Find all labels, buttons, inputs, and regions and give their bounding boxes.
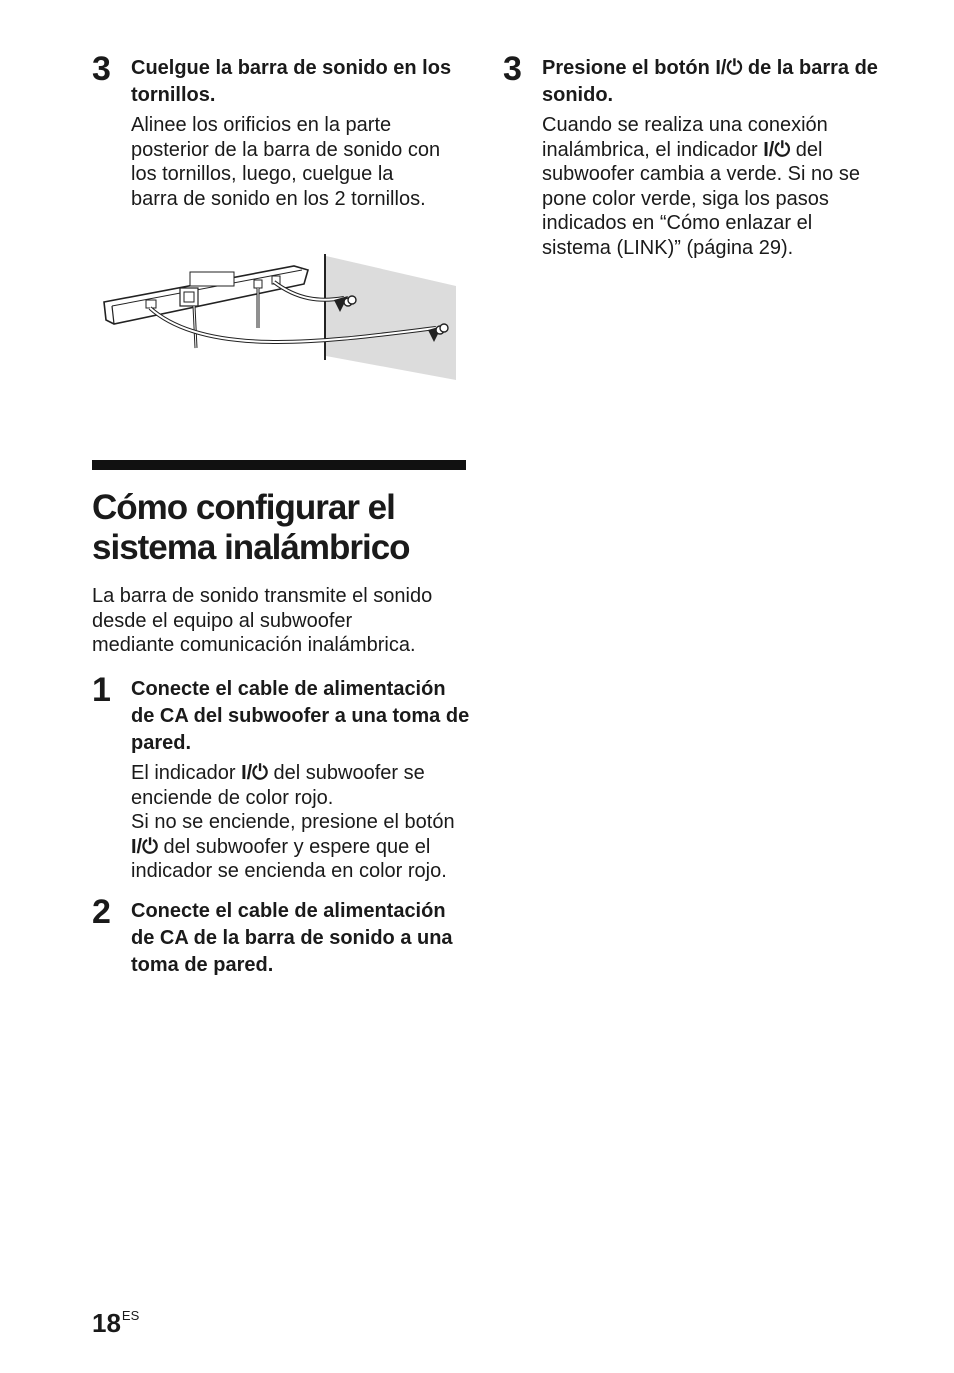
section-rule — [92, 460, 466, 470]
step-title: Presione el botón I/⏻ de la barra de sonido. — [542, 57, 878, 106]
wall — [326, 256, 456, 380]
step-number: 2 — [92, 892, 110, 931]
power-icon: I/⏻ — [763, 138, 791, 161]
step-body: El indicador I/⏻ del subwoofer se enciende de color rojo. Si no se enciende, presione el botón I/⏻ del subwoofer y espere que el indicador se encienda en color rojo. — [131, 762, 455, 882]
right-column — [503, 50, 883, 260]
step-number: 3 — [92, 50, 110, 88]
left-column — [92, 50, 470, 211]
step-hang-soundbar — [92, 50, 470, 211]
section-intro: La barra de sonido transmite el sonido desde el equipo al subwoofer mediante comunicación inalámbrica. — [92, 585, 433, 656]
section-header — [92, 460, 466, 568]
page-number: $18^{ES}$ — [92, 1308, 140, 1338]
step-body: Cuando se realiza una conexión inalámbrica, el indicador I/⏻ del subwoofer cambia a verde. Si no se pone color verde, siga los pasos indicados en “Cómo enlazar el sistema (LINK)” (página 29). — [542, 114, 860, 259]
step-connect-subwoofer — [92, 671, 470, 884]
step-title: Conecte el cable de alimentación de CA de la barra de sonido a una toma de pared. — [131, 899, 453, 976]
section-title: Cómo configurar el sistema inalámbrico — [92, 488, 410, 567]
step-number: 1 — [92, 671, 110, 709]
power-icon: I/⏻ — [131, 835, 158, 858]
setup-steps — [92, 671, 470, 979]
soundbar-wall-mount-illustration — [98, 250, 458, 382]
power-icon: I/⏻ — [241, 762, 268, 784]
step-number: 3 — [503, 50, 521, 88]
step-connect-soundbar — [92, 892, 470, 979]
step-body: Alinee los orificios en la parte posterior de la barra de sonido con los tornillos, luego, cuelgue la barra de sonido en los 2 tornillos. — [131, 114, 441, 210]
step-press-power — [503, 50, 883, 260]
step-title: Conecte el cable de alimentación de CA del subwoofer a una toma de pared. — [131, 678, 470, 754]
step-title: Cuelgue la barra de sonido en los tornillos. — [131, 57, 452, 106]
power-icon: I/⏻ — [715, 57, 743, 79]
